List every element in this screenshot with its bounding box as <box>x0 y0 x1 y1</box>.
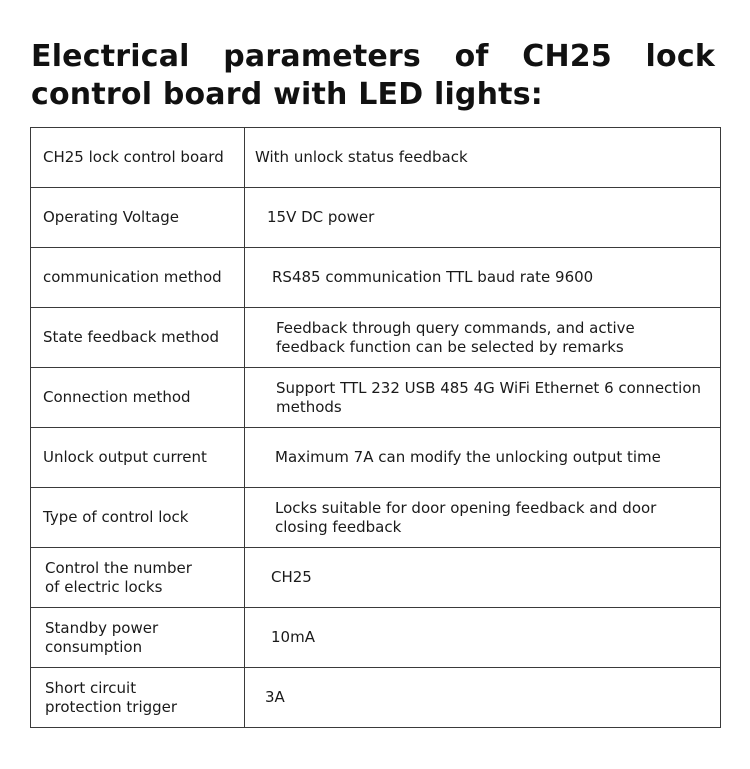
table-row <box>31 128 721 188</box>
parameter-value-cell <box>245 308 721 368</box>
parameter-value-cell <box>245 248 721 308</box>
parameter-label-cell <box>31 548 245 608</box>
parameter-label: CH25 lock control board <box>43 148 224 166</box>
table-row <box>31 428 721 488</box>
parameter-value: Support TTL 232 USB 485 4G WiFi Ethernet 6 connection methods <box>276 378 702 416</box>
parameter-label-cell <box>31 488 245 548</box>
parameter-value: CH25 <box>271 568 312 586</box>
parameter-label: Control the number of electric locks <box>45 558 192 596</box>
parameter-value: 3A <box>265 688 285 706</box>
parameter-label: Unlock output current <box>43 448 207 466</box>
parameter-value: 15V DC power <box>267 208 375 226</box>
parameter-value-cell <box>245 428 721 488</box>
parameter-value-cell <box>245 488 721 548</box>
parameter-value: With unlock status feedback <box>255 148 468 166</box>
table-row <box>31 248 721 308</box>
table-row <box>31 308 721 368</box>
parameter-label: Type of control lock <box>43 508 189 526</box>
table-row <box>31 668 721 728</box>
parameter-label-cell <box>31 368 245 428</box>
parameters-table <box>30 127 721 728</box>
page-title: Electrical parameters of CH25 lock control board with LED lights: <box>31 39 715 112</box>
parameter-label-cell <box>31 668 245 728</box>
parameter-label: State feedback method <box>43 328 220 346</box>
parameter-label-cell <box>31 308 245 368</box>
table-row <box>31 548 721 608</box>
parameter-value-cell <box>245 188 721 248</box>
parameter-value: 10mA <box>271 628 315 646</box>
parameter-label: Operating Voltage <box>43 208 180 226</box>
parameter-label: Standby power consumption <box>45 618 159 656</box>
parameter-label-cell <box>31 128 245 188</box>
table-row <box>31 608 721 668</box>
table-row <box>31 488 721 548</box>
parameter-value-cell <box>245 128 721 188</box>
parameter-label-cell <box>31 188 245 248</box>
parameter-value-cell <box>245 368 721 428</box>
parameter-label: communication method <box>43 268 222 286</box>
parameter-value-cell <box>245 548 721 608</box>
parameter-value: Maximum 7A can modify the unlocking output time <box>275 448 661 466</box>
parameter-value: Feedback through query commands, and active feedback function can be selected by remarks <box>276 318 635 356</box>
parameter-label: Connection method <box>43 388 191 406</box>
parameter-value: RS485 communication TTL baud rate 9600 <box>272 268 594 286</box>
table-row <box>31 188 721 248</box>
parameter-label-cell <box>31 608 245 668</box>
parameter-value: Locks suitable for door opening feedback and door closing feedback <box>275 498 657 536</box>
parameter-value-cell <box>245 608 721 668</box>
parameter-label-cell <box>31 428 245 488</box>
table-row <box>31 368 721 428</box>
parameter-label-cell <box>31 248 245 308</box>
parameter-value-cell <box>245 668 721 728</box>
parameter-label: Short circuit protection trigger <box>45 678 178 716</box>
